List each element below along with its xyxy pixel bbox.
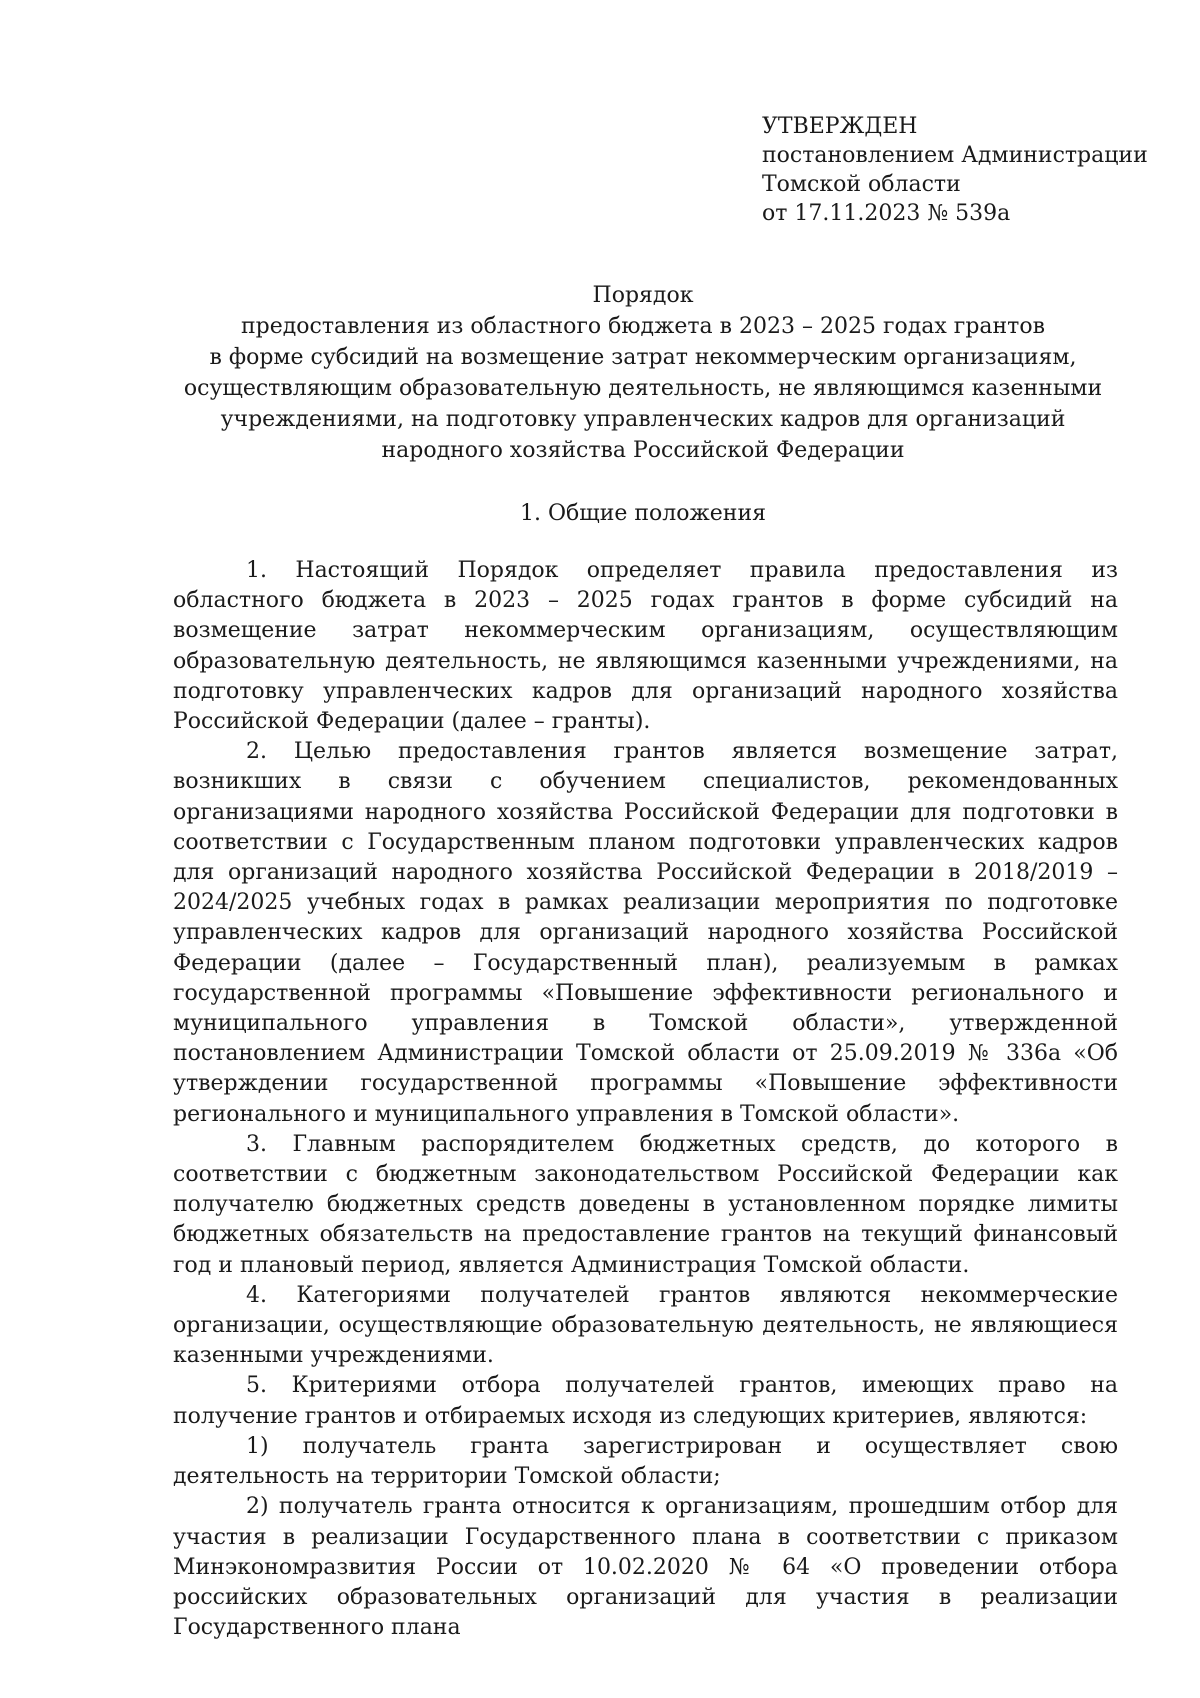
title-line-6: народного хозяйства Российской Федерации: [381, 438, 905, 463]
paragraph-3: 3. Главным распорядителем бюджетных средств, до которого в соответствии с бюджетным законодательством Российской Федерации как получателю бюджетных средств доведены в установленном порядке лимиты бюджетных обязательств на предоставление грантов на текущий финансовый год и плановый период, является Администрация Томской области.: [173, 1131, 1118, 1278]
title-line-4: осуществляющим образовательную деятельность, не являющимся казенными: [183, 376, 1103, 401]
title-line-3: в форме субсидий на возмещение затрат некоммерческим организациям,: [209, 345, 1077, 370]
paragraph-2: 2. Целью предоставления грантов является возмещение затрат, возникших в связи с обучением специалистов, рекомендованных организациями народного хозяйства Российской Федерации для подготовки в соответствии с Государственным планом подготовки управленческих кадров для организаций народного хозяйства Российской Федерации в 2018/2019 – 2024/2025 учебных годах в рамках реализации мероприятия по подготовке управленческих кадров для организаций народного хозяйства Российской Федерации (далее – Государственный план), реализуемым в рамках государственной программы «Повышение эффективности регионального и муниципального управления в Томской области», утвержденной постановлением Администрации Томской области от 25.09.2019 № 336а «Об утверждении государственной программы «Повышение эффективности регионального и муниципального управления в Томской области».: [173, 739, 1118, 1127]
paragraph-1: 1. Настоящий Порядок определяет правила предоставления из областного бюджета в 2023 – 2025 годах грантов в форме субсидий на возмещение затрат некоммерческим организациям, осуществляющим образовательную деятельность, не являющимся казенными учреждениями, на подготовку управленческих кадров для организаций народного хозяйства Российской Федерации (далее – гранты).: [173, 558, 1118, 735]
title-line-5: учреждениями, на подготовку управленческих кадров для организаций: [220, 407, 1066, 432]
approval-heading: УТВЕРЖДЕН: [762, 114, 918, 139]
section-heading: 1. Общие положения: [520, 501, 766, 526]
approval-stamp: [762, 112, 1162, 228]
paragraph-5: 5. Критериями отбора получателей грантов, имеющих право на получение грантов и отбираемых исходя из следующих критериев, являются:: [173, 1373, 1118, 1429]
paragraph-4: 4. Категориями получателей грантов являются некоммерческие организации, осуществляющие образовательную деятельность, не являющиеся казенными учреждениями.: [173, 1282, 1118, 1369]
approval-region: Томской области: [762, 172, 961, 197]
paragraph-5-item-2: 2) получатель гранта относится к организациям, прошедшим отбор для участия в реализации Государственного плана в соответствии с приказом Минэкономразвития России от 10.02.2020 № 64 «О проведении отбора российских образовательных организаций для участия в реализации Государственного плана: [173, 1494, 1118, 1641]
paragraph-5-item-1: 1) получатель гранта зарегистрирован и осуществляет свою деятельность на территории Томской области;: [173, 1433, 1118, 1490]
document-title: [173, 280, 1113, 466]
approval-date-number: от 17.11.2023 № 539а: [762, 201, 1011, 226]
title-line-2: предоставления из областного бюджета в 2023 – 2025 годах грантов: [241, 314, 1045, 339]
document-body: [173, 556, 1118, 1643]
approval-authority: постановлением Администрации: [762, 143, 1148, 168]
title-line-1: Порядок: [592, 283, 694, 308]
